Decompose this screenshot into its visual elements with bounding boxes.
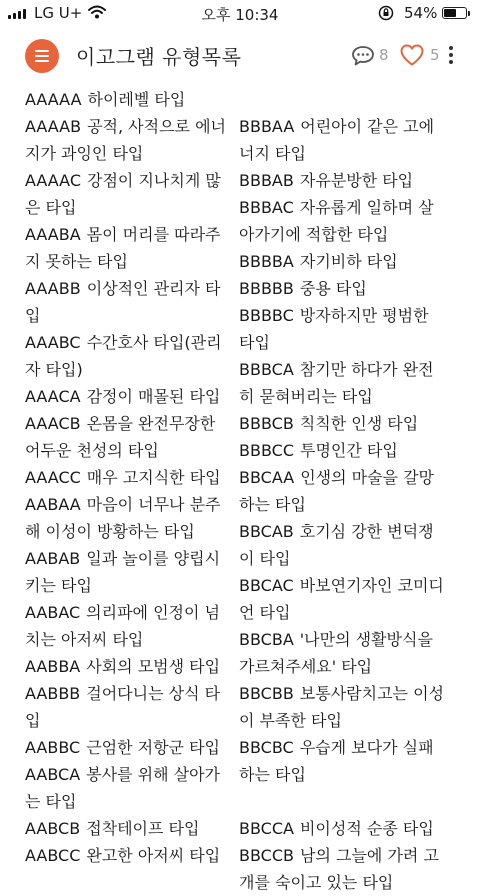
type-description: 호기심 강한 변덕쟁이 타입 bbox=[239, 522, 434, 568]
list-item bbox=[25, 410, 231, 464]
app-header bbox=[0, 28, 480, 86]
type-code: AABBA bbox=[25, 657, 81, 676]
type-code: AABAB bbox=[25, 549, 81, 568]
type-code: BBCBC bbox=[239, 738, 294, 757]
type-description: 자유롭게 일하며 살아가기에 적합한 타입 bbox=[239, 198, 434, 244]
more-dots-icon bbox=[449, 53, 453, 57]
type-description: 완고한 아저씨 타입 bbox=[86, 846, 221, 865]
hamburger-icon bbox=[35, 60, 49, 62]
type-description: 의리파에 인정이 넘치는 아저씨 타입 bbox=[25, 603, 220, 649]
list-item bbox=[25, 275, 231, 329]
status-bar bbox=[0, 0, 480, 28]
type-code: AAACB bbox=[25, 414, 81, 433]
type-code: AAAAB bbox=[25, 117, 82, 136]
type-description: 사회의 모범생 타입 bbox=[86, 657, 221, 676]
type-description: 매우 고지식한 타입 bbox=[86, 468, 221, 487]
battery-tip bbox=[468, 11, 470, 16]
list-item bbox=[239, 842, 447, 896]
list-item bbox=[25, 491, 231, 545]
page-title: 이고그램 유형목록 bbox=[76, 45, 242, 69]
type-code: AAABB bbox=[25, 279, 81, 298]
list-item bbox=[239, 437, 447, 464]
type-code: AAACC bbox=[25, 468, 81, 487]
type-list bbox=[0, 86, 480, 892]
list-item bbox=[25, 545, 231, 599]
list-item bbox=[25, 329, 231, 383]
comment-count: 8 bbox=[379, 46, 389, 64]
list-item bbox=[25, 383, 231, 410]
type-code: BBCCA bbox=[239, 819, 294, 838]
list-item bbox=[25, 221, 231, 275]
type-code: BBCBB bbox=[239, 684, 294, 703]
heart-icon[interactable] bbox=[399, 43, 425, 71]
type-code: AAABA bbox=[25, 225, 81, 244]
type-description: 마음이 너무나 분주해 이성이 방황하는 타입 bbox=[25, 495, 221, 541]
list-item bbox=[25, 464, 231, 491]
type-description: 남의 그늘에 가려 고개를 숙이고 있는 타입 bbox=[239, 846, 439, 892]
list-item bbox=[25, 680, 231, 734]
type-description: 걸어다니는 상식 타입 bbox=[25, 684, 221, 730]
type-description: 참기만 하다가 완전히 묻혀버리는 타입 bbox=[239, 360, 434, 406]
type-description: 방자하지만 평범한 타입 bbox=[239, 306, 429, 352]
type-code: AABBB bbox=[25, 684, 81, 703]
type-description: 보통사람치고는 이성이 부족한 타입 bbox=[239, 684, 444, 730]
list-item bbox=[239, 113, 447, 167]
list-item bbox=[239, 464, 447, 518]
list-item bbox=[239, 626, 447, 680]
more-dots-icon bbox=[449, 60, 453, 64]
type-code: AABCA bbox=[25, 765, 81, 784]
list-item bbox=[25, 653, 231, 680]
menu-button[interactable] bbox=[25, 39, 59, 73]
type-description: 공적, 사적으로 에너지가 과잉인 타입 bbox=[25, 117, 226, 163]
battery-icon bbox=[442, 7, 467, 19]
type-description: 몸이 머리를 따라주지 못하는 타입 bbox=[25, 225, 221, 271]
list-item bbox=[239, 194, 447, 248]
type-code: AABAA bbox=[25, 495, 81, 514]
type-description: 자유분방한 타입 bbox=[299, 171, 414, 190]
type-code: BBBCC bbox=[239, 441, 294, 460]
status-time: 오후 10:34 bbox=[201, 6, 279, 24]
type-code: AAABC bbox=[25, 333, 81, 352]
rotation-lock-icon bbox=[378, 5, 394, 25]
left-column bbox=[25, 86, 231, 869]
list-item bbox=[25, 815, 231, 842]
type-code: AABCB bbox=[25, 819, 81, 838]
type-description: 일과 놀이를 양립시키는 타입 bbox=[25, 549, 221, 595]
list-item bbox=[239, 815, 447, 842]
type-code: BBCBA bbox=[239, 630, 294, 649]
list-item bbox=[25, 86, 231, 113]
like-count: 5 bbox=[430, 46, 440, 64]
type-code: BBCAA bbox=[239, 468, 295, 487]
type-description: 강점이 지나치게 많은 타입 bbox=[25, 171, 221, 217]
type-description: 접착테이프 타입 bbox=[86, 819, 200, 838]
list-item bbox=[25, 734, 231, 761]
type-code: BBBCB bbox=[239, 414, 294, 433]
type-code: AABCC bbox=[25, 846, 81, 865]
list-item bbox=[239, 275, 447, 302]
type-description: 인생의 마술을 갈망하는 타입 bbox=[239, 468, 435, 514]
type-description: 수간호사 타입(관리자 타입) bbox=[25, 333, 222, 379]
list-item bbox=[239, 248, 447, 275]
list-item bbox=[239, 167, 447, 194]
type-description: 봉사를 위해 살아가는 타입 bbox=[25, 765, 220, 811]
list-item bbox=[239, 734, 447, 788]
type-description: 우습게 보다가 실패하는 타입 bbox=[239, 738, 434, 784]
type-description: 칙칙한 인생 타입 bbox=[299, 414, 419, 433]
list-item bbox=[239, 302, 447, 356]
hamburger-icon bbox=[35, 55, 49, 57]
comment-icon[interactable] bbox=[351, 45, 375, 71]
list-item bbox=[25, 761, 231, 815]
type-code: BBBAC bbox=[239, 198, 294, 217]
list-item bbox=[239, 572, 447, 626]
type-code: BBBBA bbox=[239, 252, 294, 271]
type-code: BBCAB bbox=[239, 522, 294, 541]
right-column bbox=[239, 113, 447, 896]
type-code: BBBCA bbox=[239, 360, 294, 379]
type-code: BBCAC bbox=[239, 576, 294, 595]
type-code: BBBBC bbox=[239, 306, 294, 325]
type-code: BBCCB bbox=[239, 846, 294, 865]
type-description: 온몸을 완전무장한 어두운 천성의 타입 bbox=[25, 414, 216, 460]
list-item bbox=[239, 410, 447, 437]
type-description: 바보연기자인 코미디언 타입 bbox=[239, 576, 444, 622]
hamburger-icon bbox=[35, 50, 49, 52]
type-description: '나만의 생활방식을 가르쳐주세요' 타입 bbox=[239, 630, 433, 676]
type-description: 하이레벨 타입 bbox=[87, 90, 186, 109]
type-description: 감정이 매몰된 타입 bbox=[86, 387, 221, 406]
type-code: BBBBB bbox=[239, 279, 294, 298]
type-description: 어린아이 같은 고에너지 타입 bbox=[239, 117, 435, 163]
list-item bbox=[25, 599, 231, 653]
type-code: AAAAC bbox=[25, 171, 82, 190]
list-item bbox=[25, 842, 231, 869]
list-item bbox=[25, 113, 231, 167]
list-item bbox=[25, 167, 231, 221]
more-options-button[interactable] bbox=[448, 46, 454, 64]
type-description: 비이성적 순종 타입 bbox=[299, 819, 434, 838]
list-spacer bbox=[239, 788, 447, 815]
list-item bbox=[239, 680, 447, 734]
list-item bbox=[239, 518, 447, 572]
type-description: 투명인간 타입 bbox=[300, 441, 398, 460]
more-dots-icon bbox=[449, 46, 453, 50]
type-code: AAACA bbox=[25, 387, 81, 406]
type-code: BBBAB bbox=[239, 171, 294, 190]
carrier-label: LG U+ bbox=[34, 4, 83, 22]
type-description: 중용 타입 bbox=[299, 279, 367, 298]
type-code: AABBC bbox=[25, 738, 81, 757]
type-code: AAAAA bbox=[25, 90, 82, 109]
type-description: 근엄한 저항군 타입 bbox=[86, 738, 221, 757]
type-code: AABAC bbox=[25, 603, 81, 622]
list-item bbox=[239, 356, 447, 410]
type-code: BBBAA bbox=[239, 117, 295, 136]
type-description: 이상적인 관리자 타입 bbox=[25, 279, 221, 325]
battery-percent: 54% bbox=[404, 4, 438, 22]
type-description: 자기비하 타입 bbox=[299, 252, 398, 271]
